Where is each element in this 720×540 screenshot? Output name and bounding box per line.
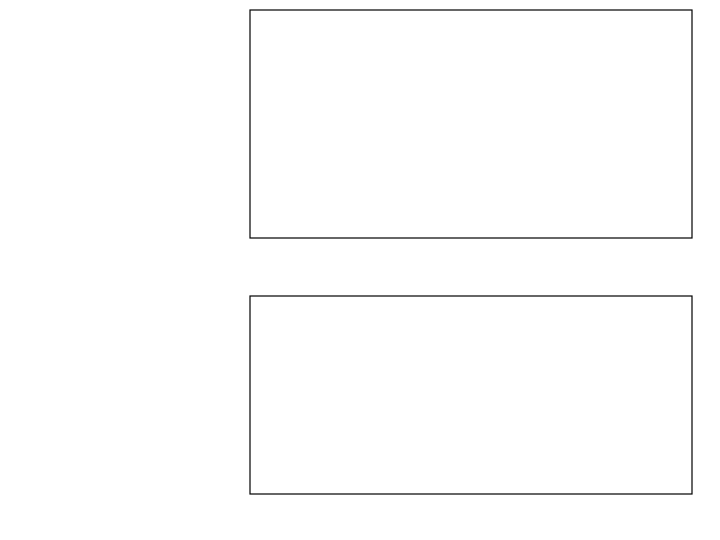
top-chart-frame [250,10,692,238]
bottom-chart-frame [250,296,692,494]
